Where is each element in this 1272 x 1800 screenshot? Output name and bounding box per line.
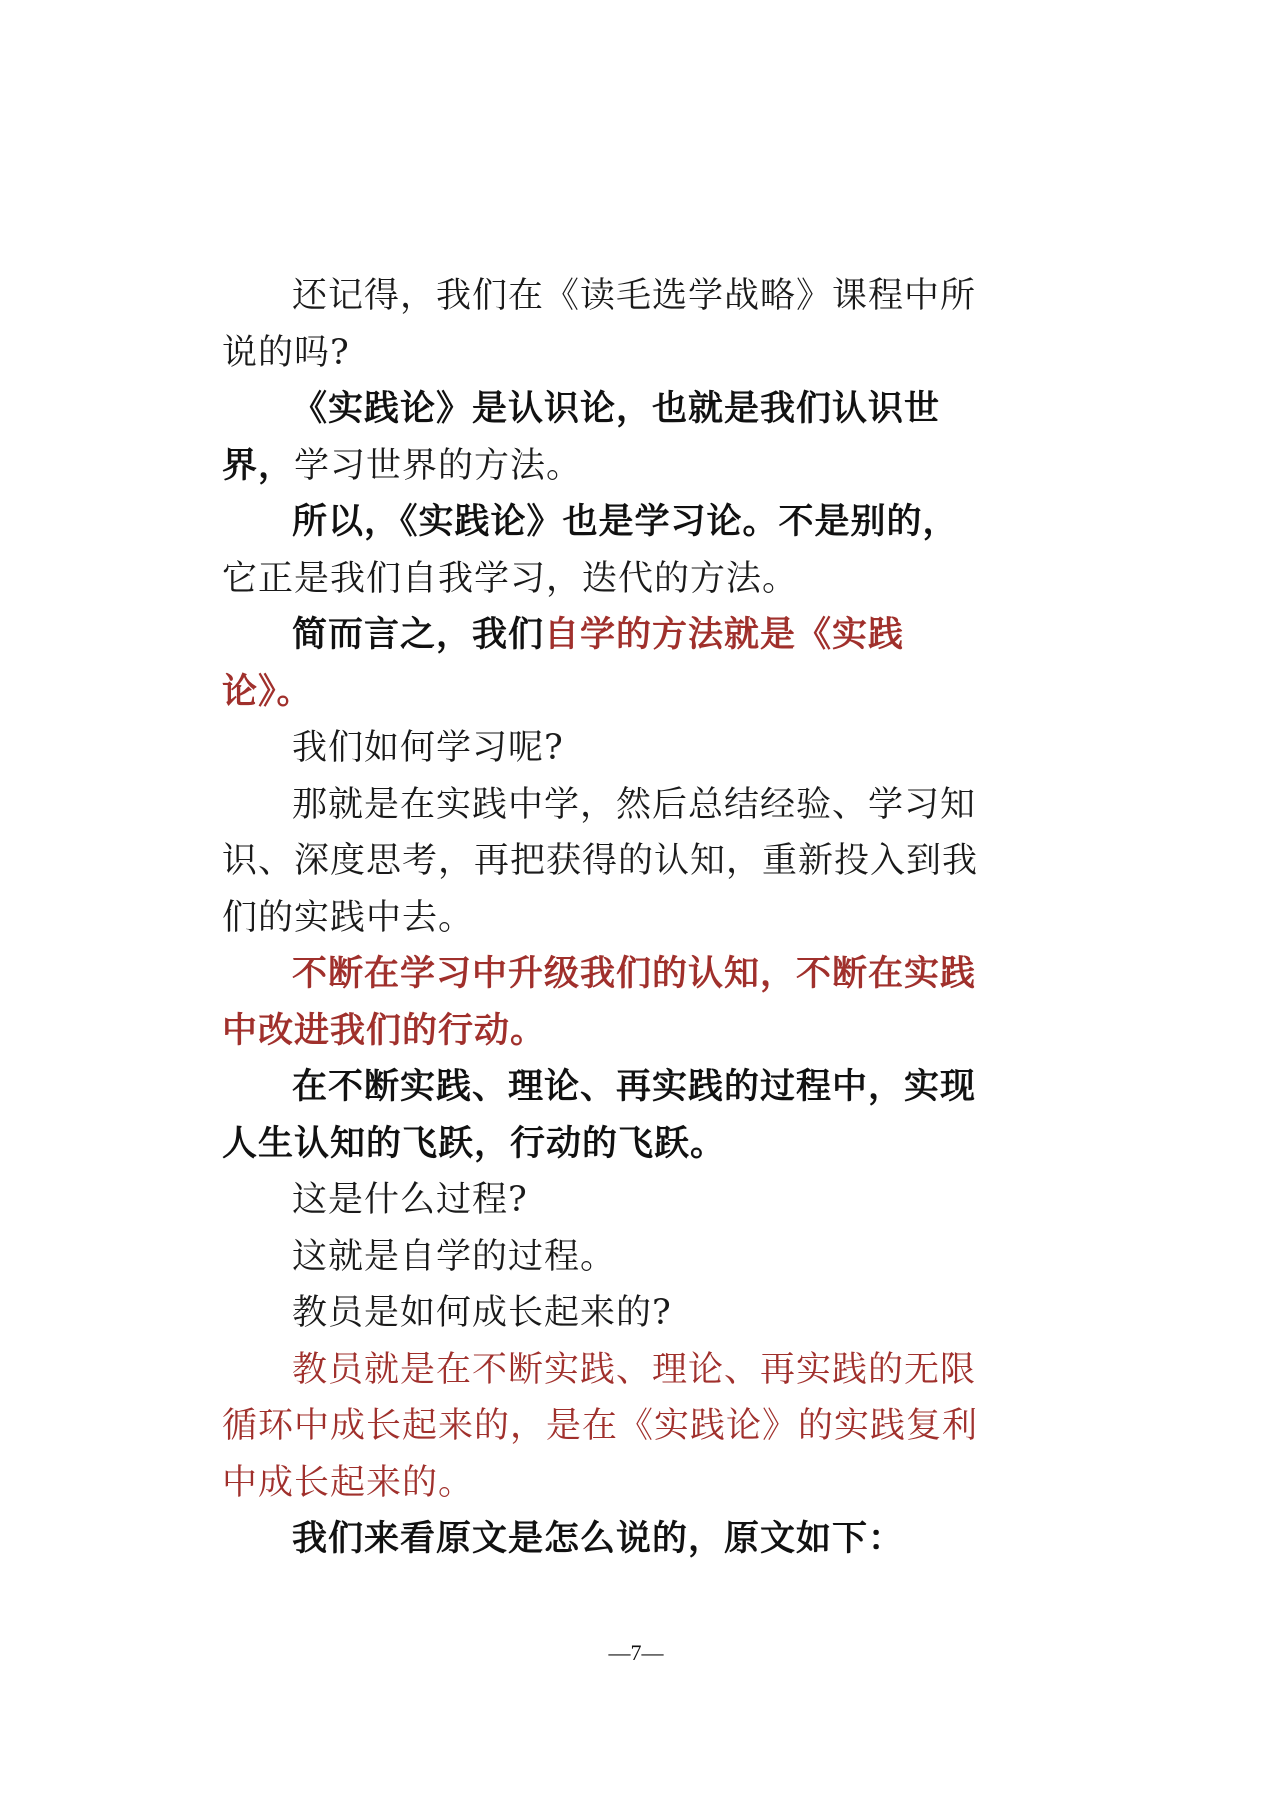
- text-run: 《实践论》是认识论，也就是我们认识世界，: [222, 388, 941, 486]
- paragraph: [222, 1511, 992, 1568]
- text-run: 还记得，我们在《读毛选学战略》课程中所说的吗?: [222, 276, 977, 373]
- text-run: 这就是自学的过程。: [292, 1236, 617, 1277]
- text-run: 简而言之，我们: [292, 614, 545, 655]
- paragraph: [222, 777, 992, 947]
- text-run: 那就是在实践中学，然后总结经验、学习知识、深度思考，再把获得的认知，重新投入到我们的实践中去。: [222, 784, 979, 938]
- page-number: —7—: [608, 1640, 664, 1665]
- text-run: 所以，《实践论》也是学习论。不是别的，: [292, 501, 959, 542]
- paragraph: [222, 1229, 992, 1286]
- text-run: 不断在学习中升级我们的认知，不断在实践中改进我们的行动。: [222, 953, 977, 1051]
- paragraph: [222, 381, 992, 494]
- text-run: 教员就是在不断实践、理论、再实践的无限循环中成长起来的，是在《实践论》的实践复利中成长起来的。: [222, 1349, 979, 1503]
- text-run: 学习世界的方法。: [294, 445, 583, 486]
- text-run: 这是什么过程?: [292, 1180, 528, 1220]
- paragraph: [222, 946, 992, 1059]
- text-run: 它正是我们自我学习，迭代的方法。: [222, 558, 799, 599]
- text-run: 我们来看原文是怎么说的，原文如下：: [292, 1518, 905, 1559]
- paragraph: [222, 1172, 992, 1229]
- text-run: 自学的方法就是《实践论》。: [222, 614, 905, 712]
- body-text: [222, 268, 992, 1568]
- paragraph: [222, 268, 992, 381]
- text-run: 我们如何学习呢?: [292, 728, 564, 768]
- text-run: 教员是如何成长起来的?: [292, 1293, 672, 1333]
- paragraph: [222, 1059, 992, 1172]
- text-run: 在不断实践、理论、再实践的过程中，实现人生认知的飞跃，行动的飞跃。: [222, 1066, 977, 1164]
- paragraph: [222, 720, 992, 777]
- paragraph: [222, 1285, 992, 1342]
- paragraph: [222, 607, 992, 720]
- paragraph: [222, 494, 992, 607]
- paragraph: [222, 1342, 992, 1512]
